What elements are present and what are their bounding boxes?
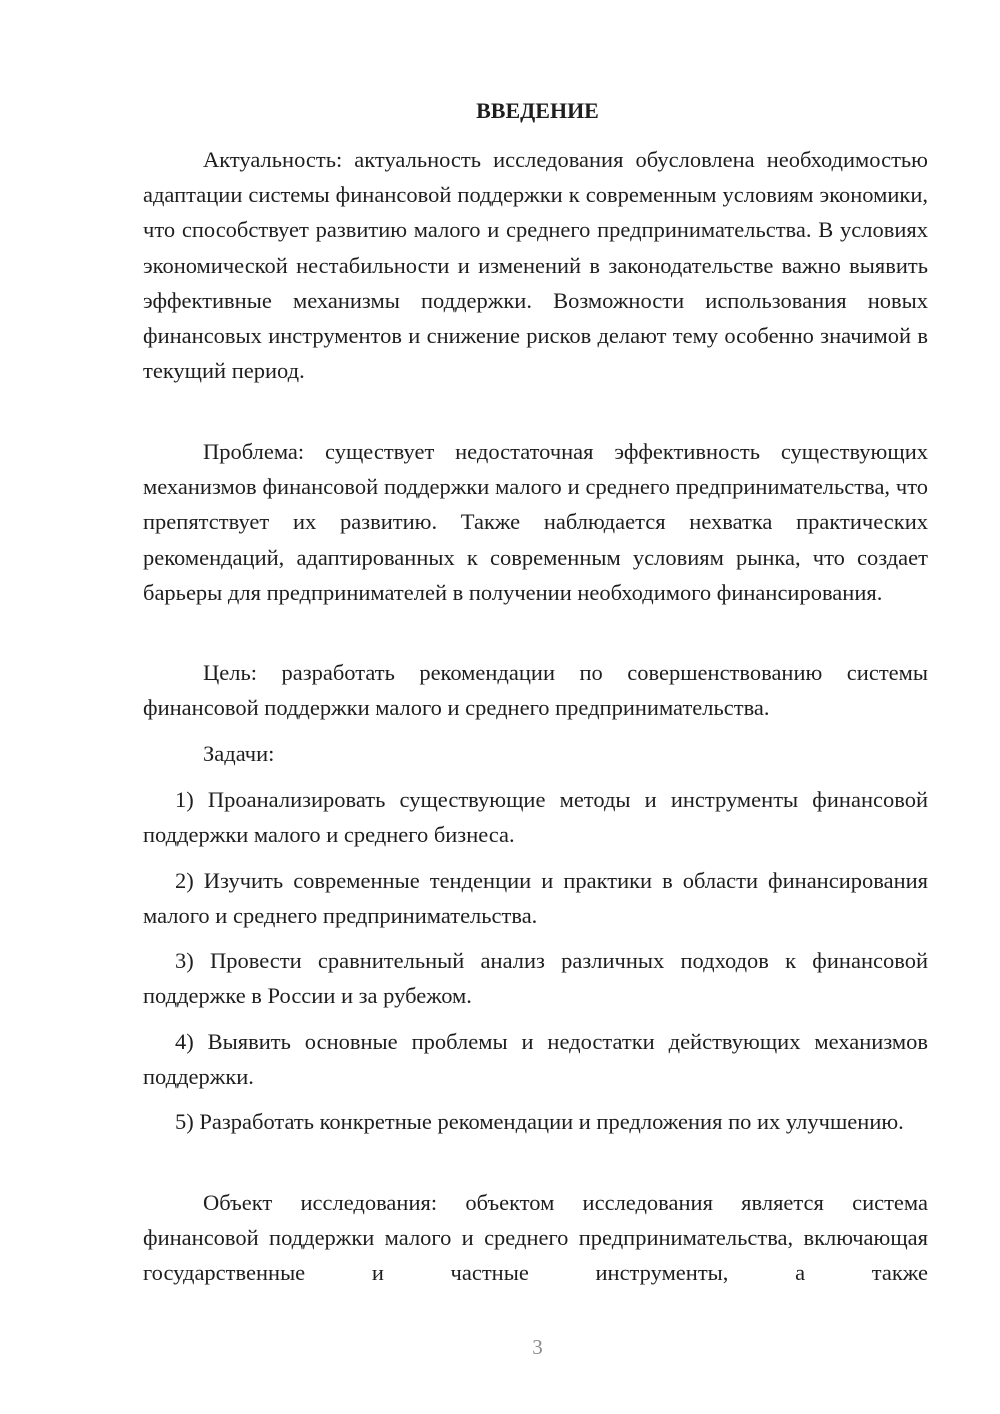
goal-paragraph: Цель: разработать рекомендации по совершенствованию системы финансовой поддержки малого и среднего предпринимательства.: [143, 660, 928, 721]
object-paragraph: Объект исследования: объектом исследования является система финансовой поддержки малого и среднего предпринимательства, включающая государственные и частные инструменты, а также: [143, 1190, 928, 1286]
page-number: 3: [532, 1335, 543, 1359]
problem-paragraph: Проблема: существует недостаточная эффективность существующих механизмов финансовой поддержки малого и среднего предпринимательства, что препятствует их развитию. Также наблюдается нехватка практических рекомендаций, адаптированных к современным условиям рынка, что создает барьеры для предпринимателей в получении необходимого финансирования.: [143, 439, 928, 605]
task-item-5: 5) Разработать конкретные рекомендации и предложения по их улучшению.: [175, 1109, 904, 1134]
task-item-4: 4) Выявить основные проблемы и недостатки действующих механизмов поддержки.: [143, 1029, 928, 1090]
task-item-3: 3) Провести сравнительный анализ различных подходов к финансовой поддержке в России и за рубежом.: [143, 948, 928, 1009]
task-item-2: 2) Изучить современные тенденции и практики в области финансирования малого и среднего предпринимательства.: [143, 868, 928, 929]
task-item-1: 1) Проанализировать существующие методы и инструменты финансовой поддержки малого и среднего бизнеса.: [143, 787, 928, 848]
tasks-heading: Задачи:: [203, 741, 275, 766]
section-title: ВВЕДЕНИЕ: [476, 98, 599, 123]
relevance-paragraph: Актуальность: актуальность исследования обусловлена необходимостью адаптации системы финансовой поддержки к современным условиям экономики, что способствует развитию малого и среднего предпринимательства. В условиях экономической нестабильности и изменений в законодательстве важно выявить эффективные механизмы поддержки. Возможности использования новых финансовых инструментов и снижение рисков делают тему особенно значимой в текущий период.: [143, 147, 928, 384]
document-page: [143, 0, 928, 1414]
